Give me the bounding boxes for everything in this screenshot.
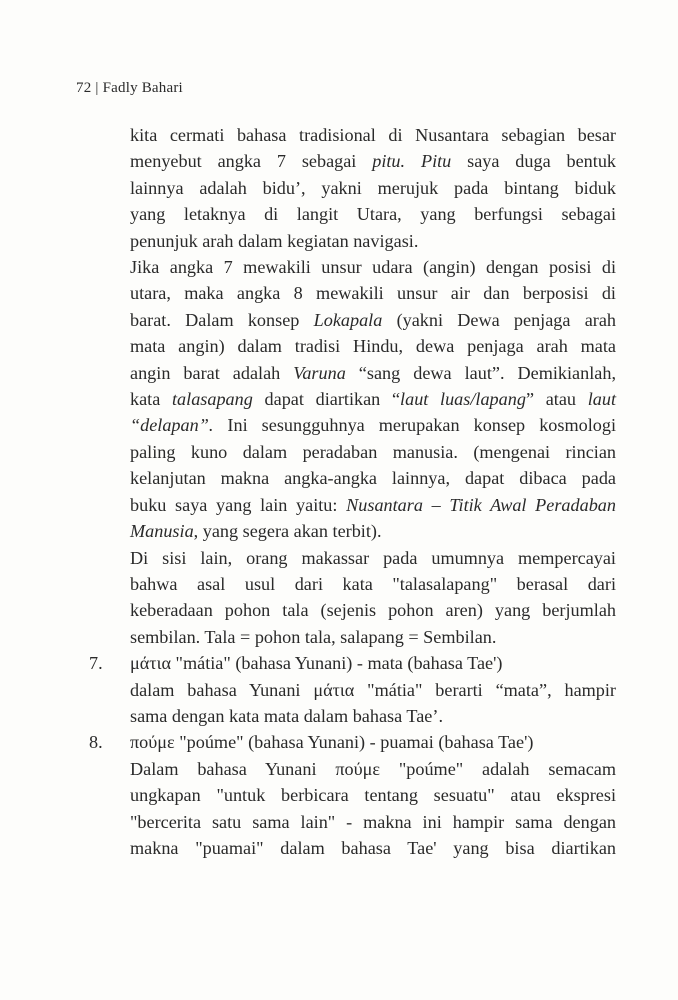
italic-term: Pitu — [420, 151, 452, 172]
text-line: Di sisi lain, orang makassar pada umumnya mempercayai — [130, 547, 616, 568]
italic-term: laut — [587, 389, 616, 410]
italic-term: pitu. — [372, 151, 406, 172]
text-line: ungkapan "untuk berbicara tentang sesuatu" atau ekspresi — [130, 785, 616, 806]
book-title: Manusia — [130, 521, 194, 542]
text-line: dalam bahasa Yunani μάτια "mátia" berarti “mata”, hampir — [130, 679, 616, 700]
text-line: menyebut angka 7 sebagai pitu. Pitu saya duga bentuk — [130, 151, 617, 172]
text-line: paling kuno dalam peradaban manusia. (mengenai rincian — [130, 441, 616, 462]
italic-term: talasapang — [172, 389, 253, 410]
paragraph-makassar — [130, 545, 616, 651]
text-line: “delapan”. Ini sesungguhnya merupakan konsep kosmologi — [130, 415, 616, 436]
page-body — [89, 122, 617, 861]
text-line: penunjuk arah dalam kegiatan navigasi. — [130, 230, 419, 251]
paragraph-lokapala — [130, 254, 616, 544]
text-line: πούμε "poúme" (bahasa Yunani) - puamai (bahasa Tae') — [130, 732, 534, 753]
text-line: barat. Dalam konsep Lokapala (yakni Dewa penjaga arah — [130, 309, 616, 330]
text-line: sama dengan kata mata dalam bahasa Tae’. — [130, 705, 443, 726]
paragraph-pitu — [130, 122, 616, 254]
running-header — [76, 80, 183, 97]
page-number: 72 — [76, 80, 92, 96]
list-item-7 — [89, 650, 616, 729]
italic-term: Lokapala — [313, 309, 383, 330]
italic-term: “delapan”. — [130, 415, 214, 436]
list-number: 8. — [89, 732, 103, 753]
text-line: makna "puamai" dalam bahasa Tae' yang bisa diartikan — [130, 837, 616, 858]
italic-term: Varuna — [293, 362, 346, 383]
text-line: Jika angka 7 mewakili unsur udara (angin) dengan posisi di — [130, 257, 616, 278]
list-number: 7. — [89, 653, 103, 674]
text-line: Dalam bahasa Yunani πούμε "poúme" adalah semacam — [130, 758, 616, 779]
text-line: kata talasapang dapat diartikan “laut luas/lapang” atau laut — [130, 389, 616, 410]
text-line: utara, maka angka 8 mewakili unsur air dan berposisi di — [130, 283, 616, 304]
text-line: bahwa asal usul dari kata "talasalapang" berasal dari — [130, 573, 616, 594]
list-item-8 — [89, 729, 616, 861]
text-line: "bercerita satu sama lain" - makna ini hampir sama dengan — [130, 811, 616, 832]
text-line: kita cermati bahasa tradisional di Nusantara sebagian besar — [130, 125, 616, 145]
header-author: Fadly Bahari — [102, 80, 183, 96]
italic-term: laut luas/lapang — [400, 389, 526, 410]
text-line: sembilan. Tala = pohon tala, salapang = Sembilan. — [130, 626, 497, 647]
text-line: angin barat adalah Varuna “sang dewa laut”. Demikianlah, — [130, 362, 616, 383]
text-line: lainnya adalah bidu’, yakni merujuk pada bintang biduk — [130, 177, 616, 198]
book-title: Nusantara – Titik Awal Peradaban — [346, 494, 616, 515]
text-line: buku saya yang lain yaitu: Nusantara – Titik Awal Peradaban — [130, 494, 616, 515]
text-line: yang letaknya di langit Utara, yang berfungsi sebagai — [130, 204, 616, 225]
text-line: kelanjutan makna angka-angka lainnya, dapat dibaca pada — [130, 468, 616, 489]
text-line: Manusia, yang segera akan terbit). — [130, 521, 382, 542]
header-separator: | — [95, 80, 99, 96]
text-line: μάτια "mátia" (bahasa Yunani) - mata (bahasa Tae') — [130, 653, 503, 674]
text-line: mata angin) dalam tradisi Hindu, dewa penjaga arah mata — [130, 336, 616, 357]
text-line: keberadaan pohon tala (sejenis pohon aren) yang berjumlah — [130, 600, 616, 621]
